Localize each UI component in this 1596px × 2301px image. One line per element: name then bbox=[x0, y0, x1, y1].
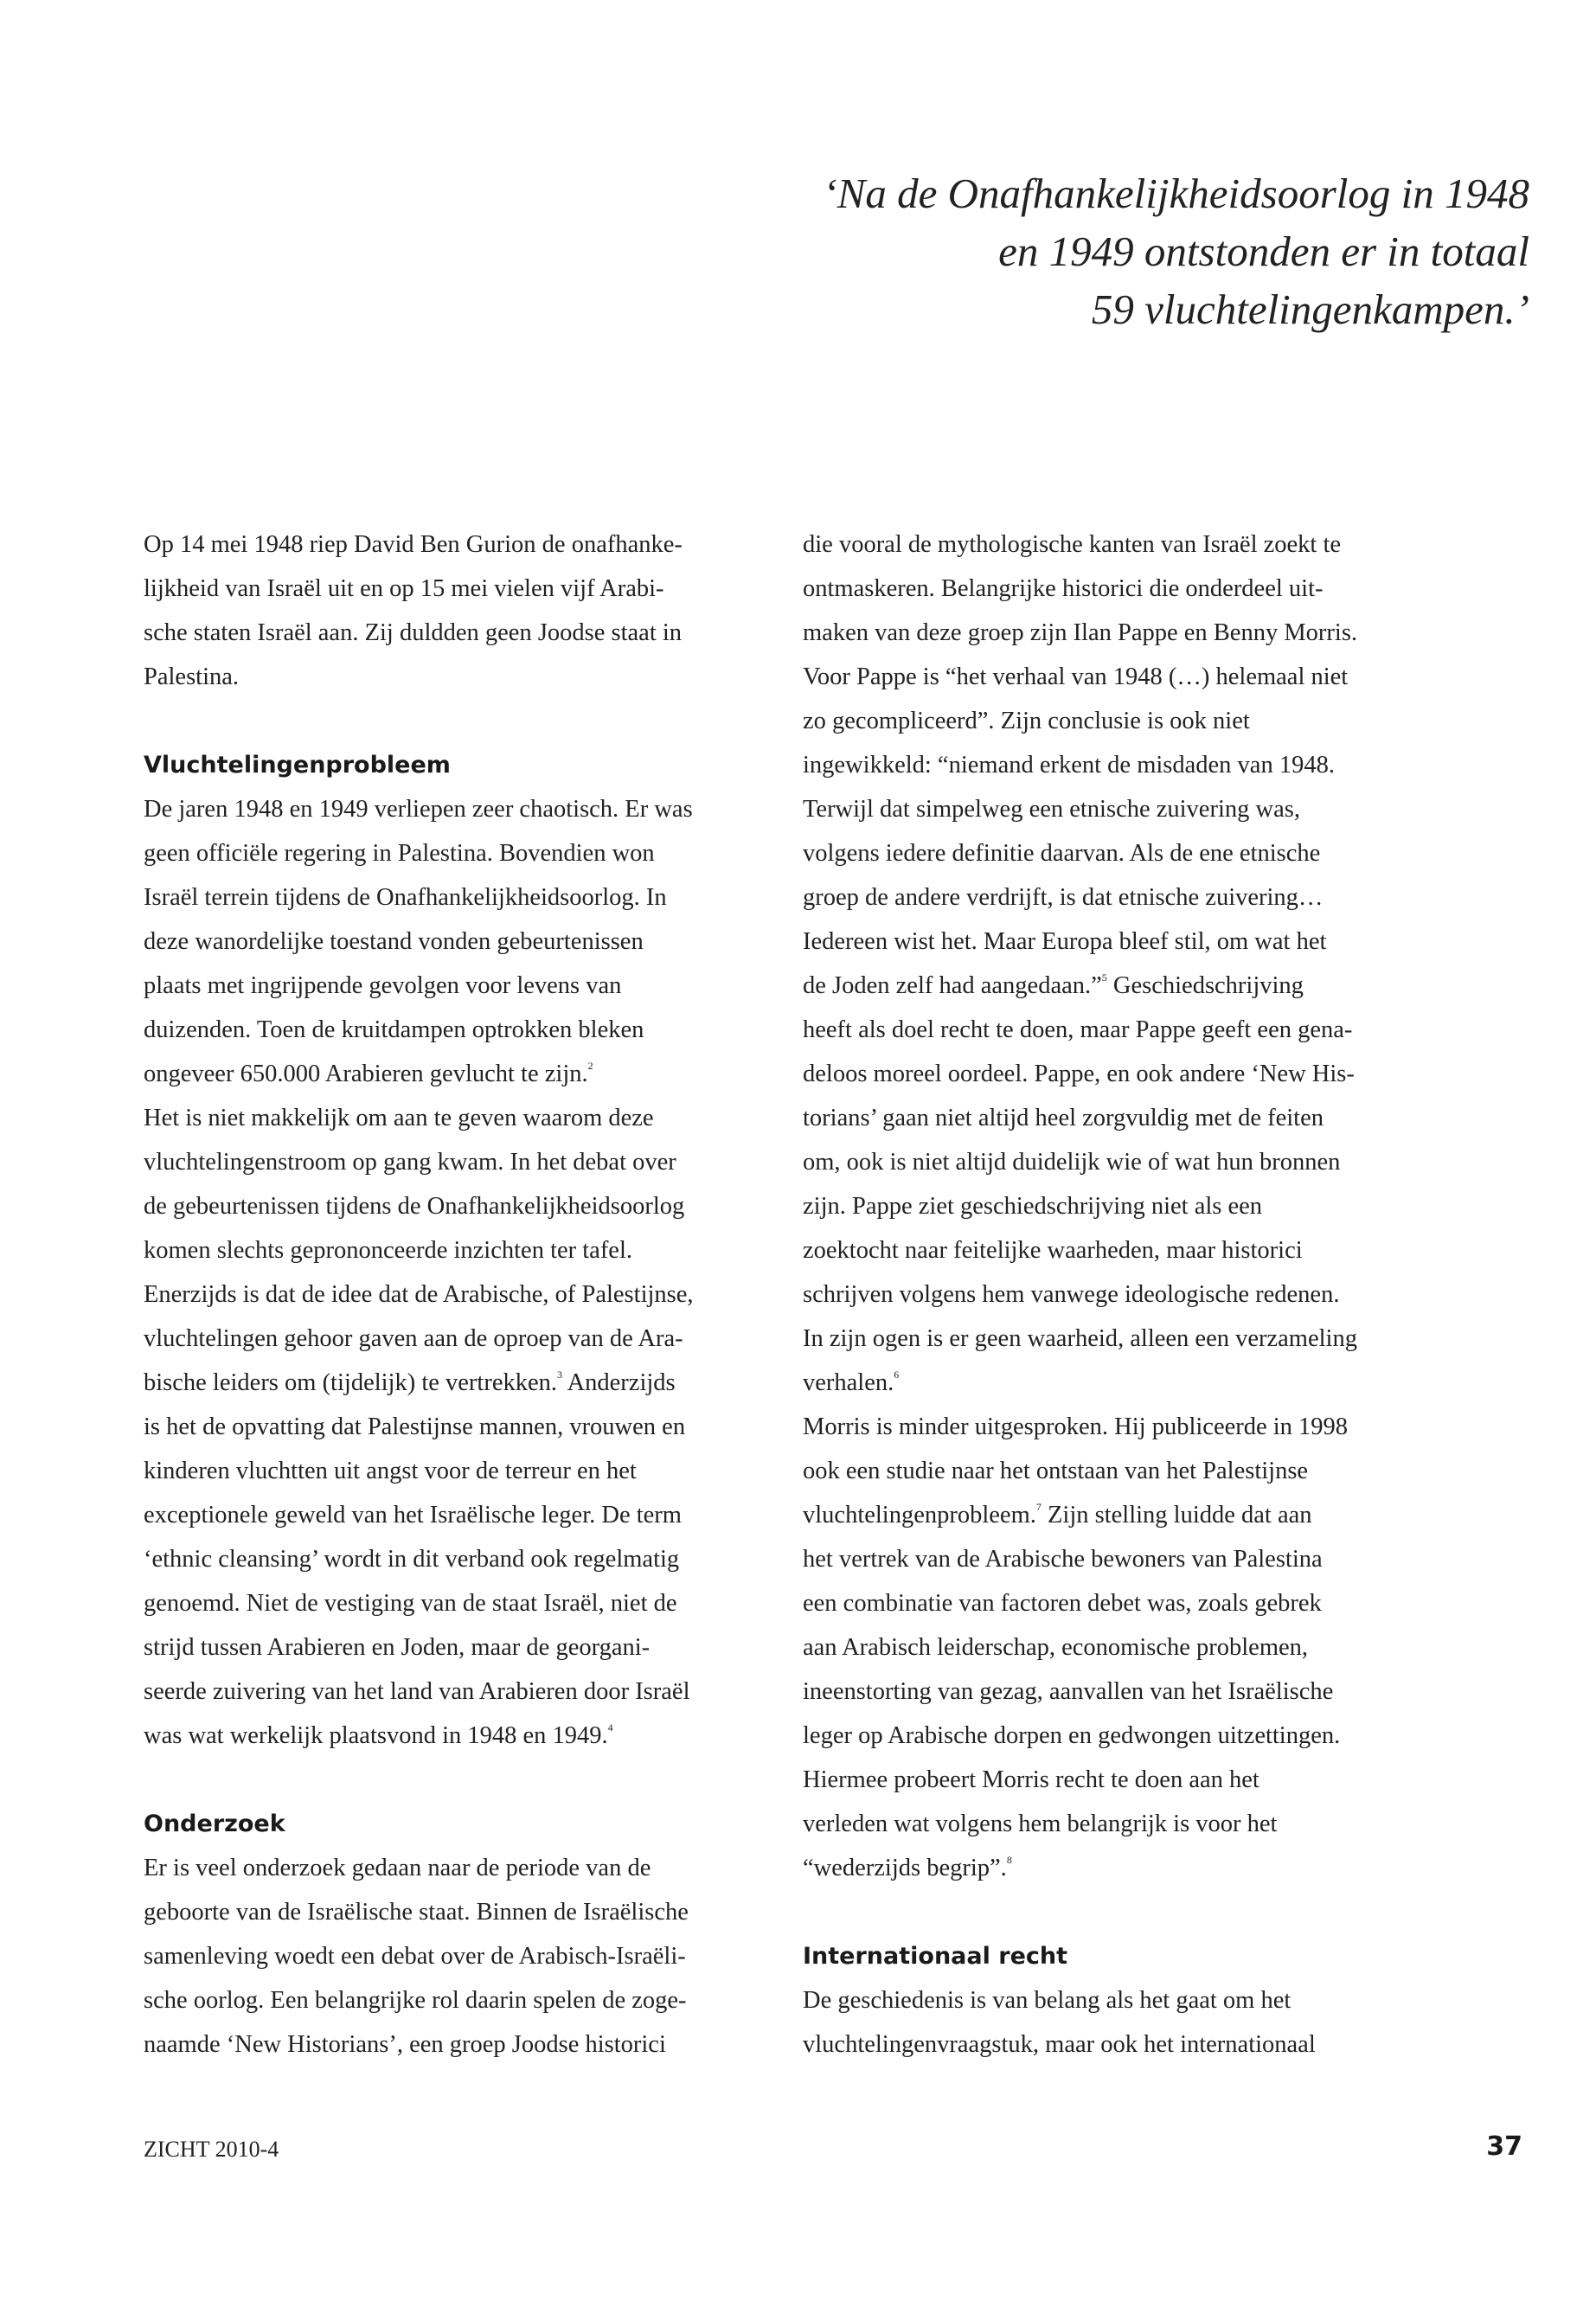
line-text: de Joden zelf had aangedaan.” bbox=[803, 972, 1102, 999]
body-line: Voor Pappe is “het verhaal van 1948 (…) helemaal niet bbox=[803, 663, 1349, 690]
body-line: Er is veel onderzoek gedaan naar de periode van de bbox=[144, 1855, 651, 1881]
footnote-ref: 4 bbox=[607, 1721, 613, 1734]
body-line: De geschiedenis is van belang als het gaat om het bbox=[803, 1987, 1292, 2014]
body-line: vluchtelingenstroom op gang kwam. In het debat over bbox=[144, 1149, 676, 1176]
body-line: Palestina. bbox=[144, 663, 240, 690]
body-line: Op 14 mei 1948 riep David Ben Gurion de onafhanke- bbox=[144, 531, 683, 558]
body-line: Hiermee probeert Morris recht te doen aan het bbox=[803, 1766, 1259, 1793]
body-line: plaats met ingrijpende gevolgen voor levens van bbox=[144, 972, 622, 999]
paragraph-gap bbox=[144, 1758, 760, 1802]
body-line: torians’ gaan niet altijd heel zorgvuldig met de feiten bbox=[803, 1105, 1324, 1131]
line-text: verhalen. bbox=[803, 1369, 894, 1396]
body-line: deloos moreel oordeel. Pappe, en ook andere ‘New His- bbox=[803, 1061, 1355, 1087]
page-number: 37 bbox=[1486, 2131, 1522, 2162]
body-line: leger op Arabische dorpen en gedwongen uitzettingen. bbox=[803, 1722, 1341, 1749]
body-line: samenleving woedt een debat over de Arabisch-Israëli- bbox=[144, 1943, 686, 1970]
body-line: geboorte van de Israëlische staat. Binnen de Israëlische bbox=[144, 1899, 689, 1926]
body-line: seerde zuivering van het land van Arabieren door Israël bbox=[144, 1678, 690, 1705]
body-line: vluchtelingenvraagstuk, maar ook het internationaal bbox=[803, 2031, 1316, 2058]
body-line bbox=[144, 1052, 760, 1096]
body-line: strijd tussen Arabieren en Joden, maar de georgani- bbox=[144, 1634, 651, 1661]
body-line: Morris is minder uitgesproken. Hij publiceerde in 1998 bbox=[803, 1413, 1349, 1440]
footer-publication: ZICHT 2010-4 bbox=[144, 2137, 279, 2162]
body-line: exceptionele geweld van het Israëlische leger. De term bbox=[144, 1502, 682, 1529]
body-line bbox=[803, 964, 1419, 1008]
body-line bbox=[144, 1361, 760, 1405]
body-line: maken van deze groep zijn Ilan Pappe en Benny Morris. bbox=[803, 619, 1358, 646]
body-line: genoemd. Niet de vestiging van de staat Israël, niet de bbox=[144, 1590, 677, 1617]
line-text: Geschiedschrijving bbox=[1106, 972, 1304, 999]
body-line: heeft als doel recht te doen, maar Pappe geeft een gena- bbox=[803, 1016, 1353, 1043]
body-line: volgens iedere definitie daarvan. Als de ene etnische bbox=[803, 840, 1321, 867]
body-line: die vooral de mythologische kanten van Israël zoekt te bbox=[803, 531, 1342, 558]
body-line: is het de opvatting dat Palestijnse mannen, vrouwen en bbox=[144, 1413, 686, 1440]
line-text: vluchtelingenprobleem. bbox=[803, 1502, 1036, 1529]
pull-quote-line: en 1949 ontstonden er in totaal bbox=[998, 228, 1529, 275]
footnote-ref: 7 bbox=[1035, 1501, 1042, 1513]
footnote-ref: 3 bbox=[557, 1368, 563, 1381]
body-line: groep de andere verdrijft, is dat etnische zuivering… bbox=[803, 884, 1324, 911]
body-line: komen slechts geprononceerde inzichten ter tafel. bbox=[144, 1237, 633, 1264]
body-line: ‘ethnic cleansing’ wordt in dit verband ook regelmatig bbox=[144, 1546, 680, 1573]
line-text: “wederzijds begrip”. bbox=[803, 1855, 1007, 1881]
body-line bbox=[803, 1493, 1419, 1537]
left-column bbox=[144, 522, 760, 2067]
section-heading: Internationaal recht bbox=[803, 1943, 1068, 1970]
body-line: deze wanordelijke toestand vonden gebeurtenissen bbox=[144, 928, 644, 955]
body-line: sche oorlog. Een belangrijke rol daarin spelen de zoge- bbox=[144, 1987, 687, 2014]
body-line: Het is niet makkelijk om aan te geven waarom deze bbox=[144, 1105, 654, 1131]
body-line: kinderen vluchtten uit angst voor de terreur en het bbox=[144, 1458, 637, 1484]
section-heading: Vluchtelingenprobleem bbox=[144, 752, 451, 779]
body-line: Terwijl dat simpelweg een etnische zuivering was, bbox=[803, 796, 1300, 823]
body-line: De jaren 1948 en 1949 verliepen zeer chaotisch. Er was bbox=[144, 796, 693, 823]
body-line: Israël terrein tijdens de Onafhankelijkheidsoorlog. In bbox=[144, 884, 667, 911]
body-line: ook een studie naar het ontstaan van het Palestijnse bbox=[803, 1458, 1309, 1484]
body-line: om, ook is niet altijd duidelijk wie of wat hun bronnen bbox=[803, 1149, 1341, 1176]
body-line: geen officiële regering in Palestina. Bovendien won bbox=[144, 840, 655, 867]
body-line: In zijn ogen is er geen waarheid, alleen een verzameling bbox=[803, 1325, 1357, 1352]
footnote-ref: 2 bbox=[587, 1060, 593, 1072]
body-line: verleden wat volgens hem belangrijk is voor het bbox=[803, 1811, 1278, 1837]
body-line: een combinatie van factoren debet was, zoals gebrek bbox=[803, 1590, 1322, 1617]
body-line: Iedereen wist het. Maar Europa bleef stil, om wat het bbox=[803, 928, 1327, 955]
pull-quote-line: ‘Na de Onafhankelijkheidsoorlog in 1948 bbox=[823, 170, 1529, 217]
body-line: ingewikkeld: “niemand erkent de misdaden van 1948. bbox=[803, 752, 1335, 779]
body-line: aan Arabisch leiderschap, economische problemen, bbox=[803, 1634, 1309, 1661]
right-column bbox=[803, 522, 1419, 2067]
body-line: naamde ‘New Historians’, een groep Joodse historici bbox=[144, 2031, 666, 2058]
body-line: sche staten Israël aan. Zij duldden geen Joodse staat in bbox=[144, 619, 683, 646]
body-line: zijn. Pappe ziet geschiedschrijving niet als een bbox=[803, 1193, 1263, 1220]
body-line: vluchtelingen gehoor gaven aan de oproep van de Ara- bbox=[144, 1325, 683, 1352]
footnote-ref: 8 bbox=[1006, 1854, 1012, 1866]
pull-quote-line: 59 vluchtelingenkampen.’ bbox=[1091, 285, 1529, 333]
body-line: Enerzijds is dat de idee dat de Arabische, of Palestijnse, bbox=[144, 1281, 694, 1308]
paragraph-gap bbox=[803, 1890, 1419, 1934]
line-text: ongeveer 650.000 Arabieren gevlucht te zijn. bbox=[144, 1061, 588, 1087]
body-line: lijkheid van Israël uit en op 15 mei vielen vijf Arabi- bbox=[144, 575, 664, 602]
body-line: zo gecompliceerd”. Zijn conclusie is ook niet bbox=[803, 708, 1250, 734]
body-line: zoektocht naar feitelijke waarheden, maar historici bbox=[803, 1237, 1303, 1264]
body-line bbox=[803, 1846, 1419, 1890]
line-text: Zijn stelling luidde dat aan bbox=[1041, 1502, 1312, 1529]
body-line: het vertrek van de Arabische bewoners van Palestina bbox=[803, 1546, 1323, 1573]
paragraph-gap bbox=[144, 699, 760, 743]
line-text: was wat werkelijk plaatsvond in 1948 en 1949. bbox=[144, 1722, 608, 1749]
body-line bbox=[803, 1361, 1419, 1405]
footnote-ref: 5 bbox=[1101, 971, 1107, 984]
body-line: de gebeurtenissen tijdens de Onafhankelijkheidsoorlog bbox=[144, 1193, 685, 1220]
body-line: ineenstorting van gezag, aanvallen van het Israëlische bbox=[803, 1678, 1334, 1705]
section-heading: Onderzoek bbox=[144, 1811, 285, 1837]
body-line: duizenden. Toen de kruitdampen optrokken bleken bbox=[144, 1016, 644, 1043]
body-line: schrijven volgens hem vanwege ideologische redenen. bbox=[803, 1281, 1340, 1308]
footnote-ref: 6 bbox=[894, 1368, 900, 1381]
line-text: bische leiders om (tijdelijk) te vertrekken. bbox=[144, 1369, 558, 1396]
pull-quote bbox=[606, 164, 1529, 338]
line-text: Anderzijds bbox=[562, 1369, 676, 1396]
body-line bbox=[144, 1714, 760, 1758]
body-line: ontmaskeren. Belangrijke historici die onderdeel uit- bbox=[803, 575, 1324, 602]
